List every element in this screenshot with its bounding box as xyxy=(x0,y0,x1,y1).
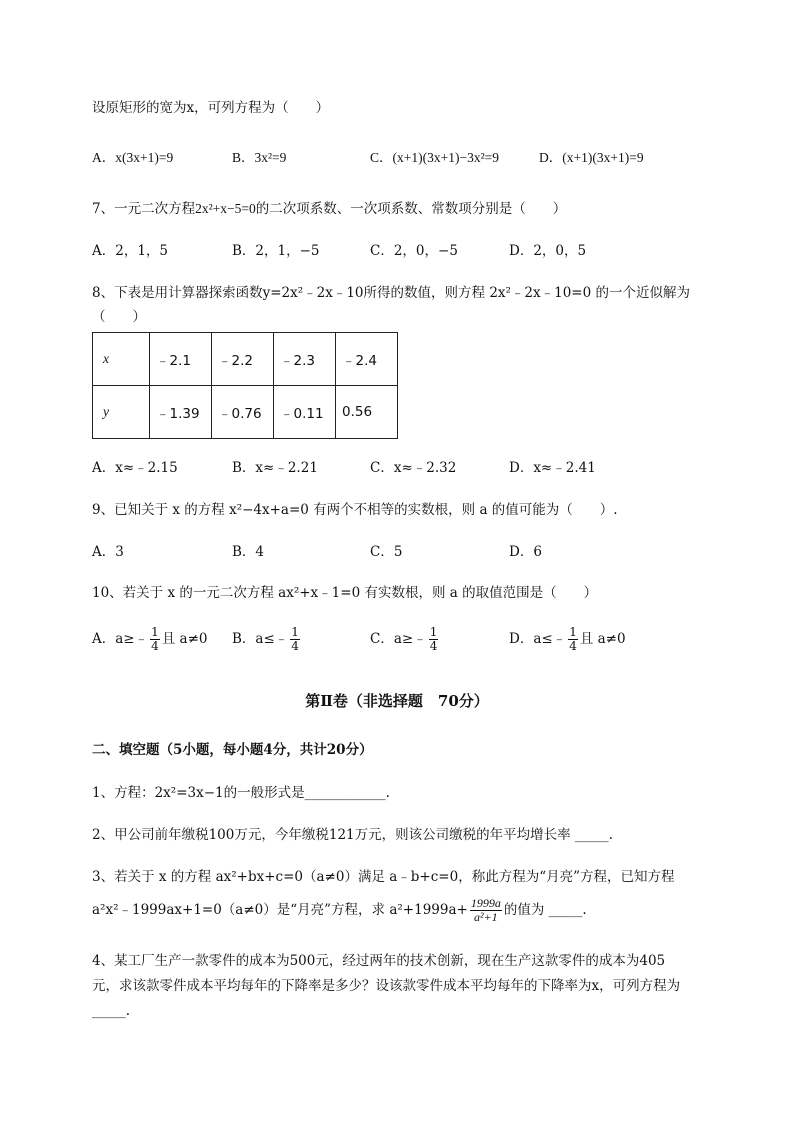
fill-question-1: 1、方程：2x²=3x−1的一般形式是____________. xyxy=(92,785,390,801)
q9-option-d: D．6 xyxy=(509,544,542,560)
table-row-label-y: y xyxy=(93,386,150,439)
q8-option-c: C．x≈﹣2.32 xyxy=(370,460,457,476)
q7-option-c: C．2，0，−5 xyxy=(370,243,458,259)
q7-option-d: D．2，0，5 xyxy=(509,243,587,259)
q10-option-a-prefix: A．a≥﹣ xyxy=(92,631,149,647)
q10-option-a-suffix: 且 a≠0 xyxy=(161,631,208,647)
table-cell: ﹣0.76 xyxy=(212,386,274,439)
fill-question-4-line3: _____. xyxy=(92,1003,131,1019)
question-6-stem: 设原矩形的宽为x，可列方程为（ ） xyxy=(92,100,330,116)
q9-option-a: A．3 xyxy=(92,544,124,560)
q10-option-a xyxy=(92,626,208,653)
fraction: $\frac{1}{4}$ xyxy=(151,625,159,653)
q6-option-b: B．3x²=9 xyxy=(232,150,287,165)
table-row xyxy=(93,333,398,386)
part-2-title: 第Ⅱ卷（非选择题 70分） xyxy=(305,692,489,710)
question-7-stem xyxy=(92,199,566,219)
question-9-stem: 9、已知关于 x 的方程 x²−4x+a=0 有两个不相等的实数根，则 a 的值可能为（ ）. xyxy=(92,502,618,518)
q10-option-d-prefix: D．a≤﹣ xyxy=(509,631,567,647)
question-8-stem-line1: 8、下表是用计算器探索函数y=2x²﹣2x﹣10所得的数值，则方程 2x²﹣2x﹣10=0 的一个近似解为 xyxy=(92,285,691,301)
q10-option-b-prefix: B．a≤﹣ xyxy=(232,631,289,647)
fill-question-4-line2: 元，求该款零件成本平均每年的下降率是多少？设该款零件成本平均每年的下降率为x，可列方程为 xyxy=(92,978,681,994)
table-cell: ﹣1.39 xyxy=(150,386,212,439)
fraction: $\frac{1}{4}$ xyxy=(429,625,438,653)
table-cell: ﹣2.2 xyxy=(212,333,274,386)
table-cell: 0.56 xyxy=(336,386,398,439)
q9-option-b: B．4 xyxy=(232,544,265,560)
q6-option-a: A．x(3x+1)=9 xyxy=(92,150,174,165)
table-cell: ﹣2.1 xyxy=(150,333,212,386)
fill-question-4-line1: 4、某工厂生产一款零件的成本为500元，经过两年的技术创新，现在生产这款零件的成本为405 xyxy=(92,953,666,969)
table-row-label-x: x xyxy=(93,333,150,386)
table-row xyxy=(93,386,398,439)
q8-value-table xyxy=(92,332,398,439)
fraction: $\frac{1999a}{\text{a²+1}}$ xyxy=(470,896,501,924)
fraction: $\frac{1}{4}$ xyxy=(569,625,577,653)
question-10-stem: 10、若关于 x 的一元二次方程 ax²+x﹣1=0 有实数根，则 a 的取值范围是（ ） xyxy=(92,585,598,601)
table-cell: ﹣2.4 xyxy=(336,333,398,386)
fill-3-prefix: a²x²﹣1999ax+1=0（a≠0）是“月亮”方程，求 a²+1999a+ xyxy=(92,902,468,918)
q7-stem-pre: 7、一元二次方程 xyxy=(92,201,196,217)
section-heading: 二、填空题（5小题，每小题4分，共计20分） xyxy=(92,742,373,758)
q8-option-d: D．x≈﹣2.41 xyxy=(509,460,596,476)
q10-option-d-suffix: 且 a≠0 xyxy=(579,631,626,647)
q10-option-b xyxy=(232,626,302,653)
q8-option-a: A．x≈﹣2.15 xyxy=(92,460,178,476)
q10-option-c xyxy=(370,626,440,653)
q6-option-d: D．(x+1)(3x+1)=9 xyxy=(539,150,644,165)
q6-option-c: C．(x+1)(3x+1)−3x²=9 xyxy=(370,150,499,165)
q10-option-d xyxy=(509,626,626,653)
question-8-stem-line2: （ ） xyxy=(92,309,146,325)
fill-question-2: 2、甲公司前年缴税100万元，今年缴税121万元，则该公司缴税的年平均增长率 _____. xyxy=(92,827,613,843)
q9-option-c: C．5 xyxy=(370,544,403,560)
table-cell: ﹣0.11 xyxy=(274,386,336,439)
q7-option-a: A．2，1，5 xyxy=(92,243,169,259)
fill-3-suffix: 的值为 _____. xyxy=(503,902,587,918)
fraction: $\frac{1}{4}$ xyxy=(291,625,299,653)
q7-option-b: B．2，1，−5 xyxy=(232,243,320,259)
fill-question-3-line2 xyxy=(92,897,587,924)
fill-question-3-line1: 3、若关于 x 的方程 ax²+bx+c=0（a≠0）满足 a﹣b+c=0，称此方程为“月亮”方程，已知方程 xyxy=(92,869,675,885)
q7-stem-post: 的二次项系数、一次项系数、常数项分别是（ ） xyxy=(255,201,567,217)
q7-equation: 2x²+x−5=0 xyxy=(195,201,256,216)
q10-option-c-prefix: C．a≥﹣ xyxy=(370,631,427,647)
q8-option-b: B．x≈﹣2.21 xyxy=(232,460,318,476)
table-cell: ﹣2.3 xyxy=(274,333,336,386)
